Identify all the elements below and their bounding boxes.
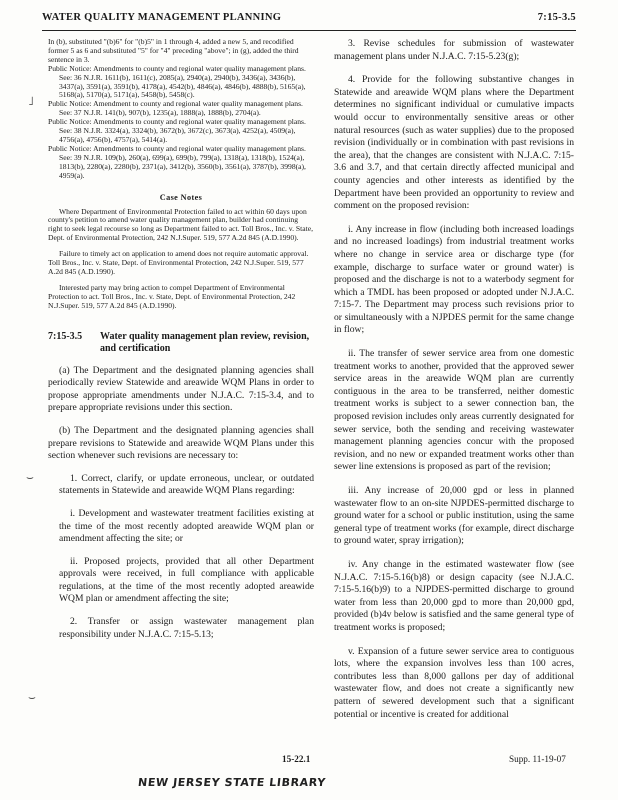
paragraph-a: (a) The Department and the designated planning agencies shall periodically review Statewide and areawide WQM Plans in order to propose appropriate amendments under N.J.A.C. 7:15-3.4, and to prepare appropriate revisions under this section. [48,364,314,414]
paragraph-b4v: v. Expansion of a future sewer service area to contiguous lots, where the expansion involves less than 100 acres, contributes less than 8,000 gallons per day of additional wastewater flow, and does not create a significantly new pattern of sewered development such that a significant potential or incentive is created for additional [334,645,574,720]
paragraph-b3: 3. Revise schedules for submission of wastewater management plans under N.J.A.C. 7:15-5.23(g); [334,38,574,62]
page-number: 15-22.1 [282,754,311,764]
history-line: In (b), substituted "(b)6" for "(b)5" in 1 through 4, added a new 5, and recodified former 5 as 6 and substituted "5" for "4" preceding "above"; in (g), added the third sentence in 3. [48,37,299,64]
history-line: Public Notice: Amendments to county and regional water quality management plans. [48,117,306,127]
paragraph-b4iii: iii. Any increase of 20,000 gpd or less in planned wastewater flow to an on-site NJPDES-permitted discharge to ground water for a school or public institution, using the same general type of treatment works (for example, direct discharge to ground water, spray irrigation); [334,485,574,547]
supplement-date: Supp. 11-19-07 [509,754,566,764]
paragraph-b2: 2. Transfer or assign wastewater management plan responsibility under N.J.A.C. 7:15-5.13; [59,616,314,640]
case-note: Failure to timely act on application to amend does not require automatic approval. Toll Bros., Inc. v. State, Dept. of Environmental Protection, 242 N.J.Super. 519, 577 A.2d 845 (A.D.1990). [48,249,309,276]
history-line: See: 36 N.J.R. 1611(b), 1611(c), 2085(a), 2940(a), 2940(b), 3436(a), 3436(b), 3437(a), 3591(a), 3591(b), 4178(a), 4542(b), 4846(a), 4846(b), 4888(b), 5165(a), 5168(a), 5170(a), 5171(a), 5458(b), 5458(c). [59,72,306,100]
paragraph-b1i: i. Development and wastewater treatment facilities existing at the time of the most recently adopted areawide WQM plan or amendment affecting the site; or [59,507,314,545]
paragraph-b1ii: ii. Proposed projects, provided that all other Department approvals were received, in full compliance with applicable regulations, at the time of the most recently adopted areawide WQM plan or amendment affecting the site; [59,555,314,605]
running-header [42,10,576,31]
paragraph-b4: 4. Provide for the following substantive changes in Statewide and areawide WQM plans where the Department determines no significant individual or cumulative impacts would occur to environmentally sensitive areas or other natural resources (such as water supplies) due to the proposed revision (individually or in combination with past revisions in the area), that the changes are consistent with N.J.A.C. 7:15-3.6 and 3.7, and that certain directly affected municipal and county agencies and other interests as identified by the Department have been provided an opportunity to review and comment on the proposed revision: [334,74,574,212]
history-line: See: 38 N.J.R. 3324(a), 3324(b), 3672(b), 3672(c), 3673(a), 4252(a), 4509(a), 4756(a), 4756(b), 4757(a), 5414(a). [59,126,296,144]
left-column [48,38,314,641]
paragraph-b: (b) The Department and the designated planning agencies shall prepare revisions to Statewide and areawide WQM Plans under this section whenever such revisions are necessary to: [48,424,314,462]
history-line: See: 37 N.J.R. 141(b), 907(b), 1235(a), 1888(a), 1888(b), 2704(a). [59,108,261,118]
paragraph-b4ii: ii. The transfer of sewer service area from one domestic treatment works to another, provided that the approved sewer service areas in the areawide WQM plan are currently contiguous in the area to be transferred, neither domestic treatment works is subject to a sewer connection ban, the proposed revision includes only areas currently designated for sewer service, both the sending and receiving wastewater management planning agencies concur with the proposed revision, and no new or expanded treatment works other than sewer line extensions is proposed as part of the revision; [334,348,574,473]
section-heading [48,331,314,355]
paragraph-b1: 1. Correct, clarify, or update erroneous, unclear, or outdated statements in Statewide and areawide WQM Plans regarding: [59,472,314,497]
history-notes [48,38,314,181]
section-title: Water quality management plan review, revision, and certification [100,330,310,354]
library-stamp: NEW JERSEY STATE LIBRARY [137,776,327,789]
right-column [334,38,574,732]
history-line: See: 39 N.J.R. 109(b), 260(a), 699(a), 699(b), 799(a), 1318(a), 1318(b), 1524(a), 1813(b), 2280(a), 2280(b), 2371(a), 3412(b), 3560(b), 3561(a), 3787(b), 3998(a), 4959(a). [59,152,306,180]
case-note: Interested party may bring action to compel Department of Environmental Protection to act. Toll Bros., Inc. v. State, Dept. of Environmental Protection, 242 N.J.Super. 519, 577 A.2d 845 (A.D.1990). [48,282,296,310]
history-line: Public Notice: Amendment to county and regional water quality management plans. [48,99,303,109]
header-title: WATER QUALITY MANAGEMENT PLANNING [42,12,282,23]
history-line: Public Notice: Amendments to county and regional water quality management plans. [48,63,306,73]
paragraph-b4i: i. Any increase in flow (including both increased loadings and no increased loadings) from industrial treatment works where no change in service area or discharge type (for example, discharge to surface water or ground water) is proposed and the discharge is not to a waterbody segment for which a TMDL has been proposed or adopted under N.J.A.C. 7:15-7. The Department may process such revisions prior to or simultaneously with a NJPDES permit for the same change in flow; [334,223,574,336]
case-note: Where Department of Environmental Protection failed to act within 60 days upon county's petition to amend water quality management plan, builder had continuing right to seek legal recourse so long as Department failed to act. Toll Bros., Inc. v. State, Dept. of Environmental Protection, 242 N.J.Super. 519, 577 A.2d 845 (A.D.1990). [48,206,313,243]
case-notes-heading: Case Notes [159,192,203,202]
margin-mark: ⌣ [26,470,34,484]
paragraph-b4iv: iv. Any change in the estimated wastewater flow (see N.J.A.C. 7:15-5.16(b)8) or design capacity (see N.J.A.C. 7:15-5.16(b)9) to a NJPDES-permitted discharge to ground water from less than 20,000 gpd to more than 20,000 gpd, provided (b)4v below is satisfied and the same general type of treatment works is proposed; [334,558,574,633]
header-section-number: 7:15-3.5 [537,12,576,23]
section-number: 7:15-3.5 [48,330,83,342]
history-line: Public Notice: Amendments to county and regional water quality management plans. [48,143,306,153]
margin-mark: ⌣ [28,690,36,704]
margin-mark: ˩ [28,94,34,108]
